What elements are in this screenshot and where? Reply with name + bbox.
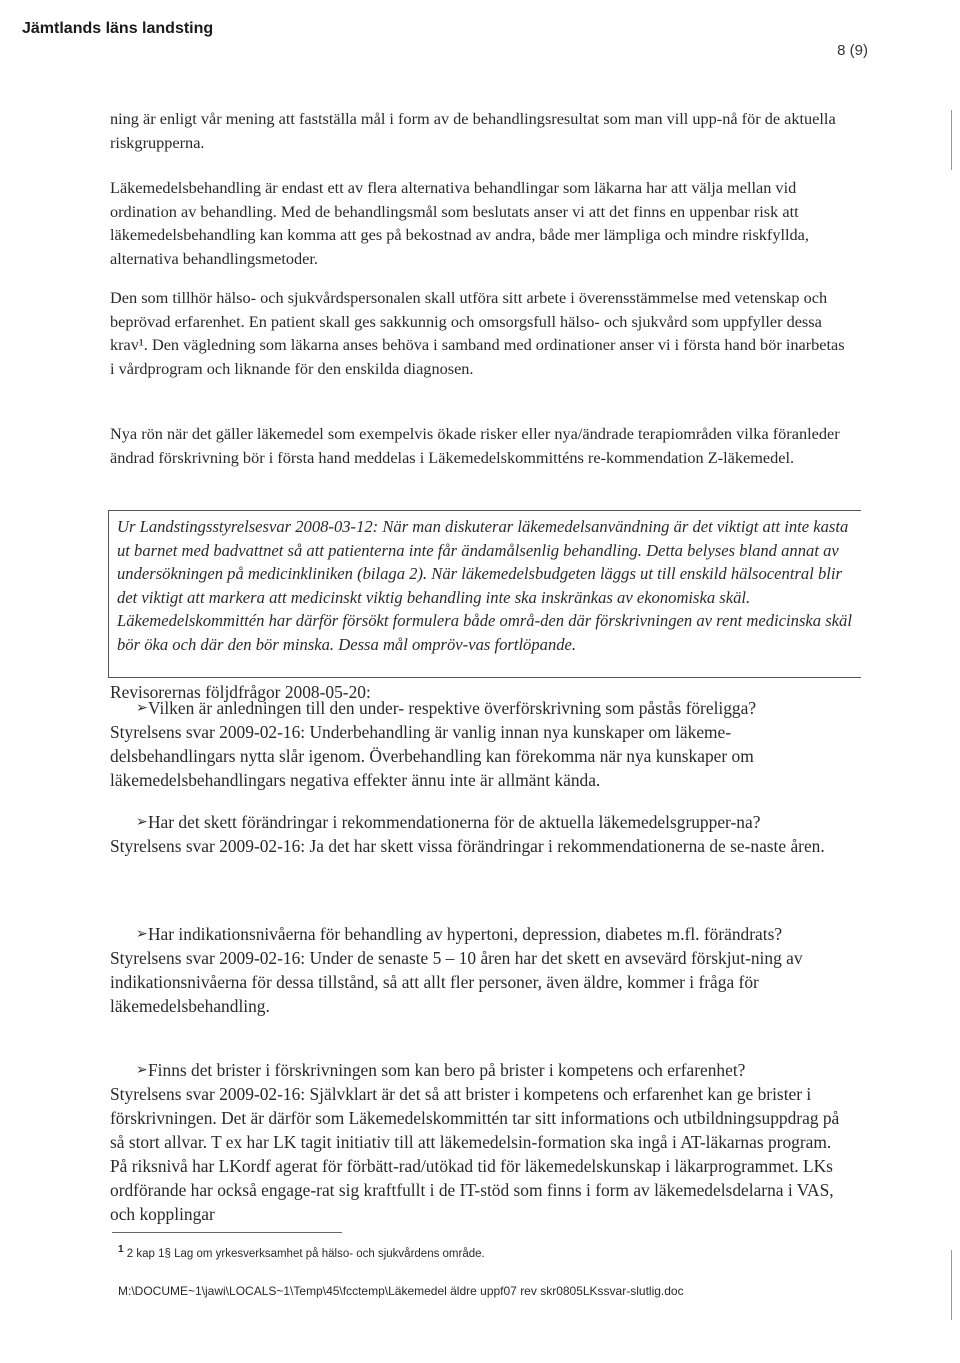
footnote-separator <box>112 1232 342 1233</box>
arrow-bullet-icon: ➢ <box>136 814 148 830</box>
question-3: ➢ Har indikationsnivåerna för behandling av hypertoni, depression, diabetes m.fl. förändrats? <box>136 924 783 944</box>
footnote-text: 2 kap 1§ Lag om yrkesverksamhet på hälso- och sjukvårdens område. <box>126 1247 485 1260</box>
footnote-marker: 1 <box>118 1244 124 1255</box>
paragraph-2: Läkemedelsbehandling är endast ett av flera alternativa behandlingar som läkarna har att välja mellan vid ordination av behandling. Med de behandlingsmål som beslutats anser vi att det finns en uppenbar risk att läkemedelsbehandling kan komma att ges på bekostnad av andra, både mer lämpliga och mindre riskfyllda, alternativa behandlingsmetoder. <box>110 178 809 268</box>
qa-block-1 <box>110 696 852 792</box>
answer-3: Styrelsens svar 2009-02-16: Under de senaste 5 – 10 åren har det skett en avsevärd förskjut-ning av indikationsnivåerna för dessa tillstånd, så att allt fler personer, även äldre, kommer i fråga för läkemedelsbehandling. <box>110 948 803 1016</box>
question-2: ➢ Har det skett förändringar i rekommendationerna för de aktuella läkemedelsgrupper-na? <box>136 812 761 832</box>
question-4: ➢ Finns det brister i förskrivningen som kan bero på brister i kompetens och erfarenhet? <box>136 1060 746 1080</box>
answer-2: Styrelsens svar 2009-02-16: Ja det har skett vissa förändringar i rekommendationerna de se-naste åren. <box>110 836 825 856</box>
answer-1: Styrelsens svar 2009-02-16: Underbehandling är vanlig innan nya kunskaper om läkeme-delsbehandlingars nytta slår igenom. Överbehandling kan förekomma när nya kunskaper om läkemedelsbehandlingars negativa effekter ännu inte är allmänt kända. <box>110 722 754 790</box>
quote-box <box>108 510 861 678</box>
paragraph-4: Nya rön när det gäller läkemedel som exempelvis ökade risker eller nya/ändrade terapiområden vilka föranleder ändrad förskrivning bör i första hand meddelas i Läkemedelskommitténs re-kommendation Z-läkemedel. <box>110 424 840 467</box>
answer-4: Styrelsens svar 2009-02-16: Självklart är det så att brister i kompetens och erfarenhet kan ge brister i förskrivningen. Det är därför som Läkemedelskommittén tar sitt informations och utbildningsuppdrag på så stort allvar. T ex har LK tagit initiativ till att läkemedelsin-formation ska ingå i AT-läkarnas program. På riksnivå har LKordf agerat för förbätt-rad/utökad tid för läkemedelskunskap i läkarprogrammet. LKs ordförande har också engage-rat sig kraftfullt i de IT-stöd som finns i form av läkemedelsdelarna i VAS, och kopplingar <box>110 1084 840 1224</box>
question-1: ➢ Vilken är anledningen till den under- respektive överförskrivning som påstås föreligga? <box>136 698 757 718</box>
paragraph-1: ning är enligt vår mening att fastställa mål i form av de behandlingsresultat som man vill upp-nå för de aktuella riskgrupperna. <box>110 109 836 152</box>
organization-name: Jämtlands läns landsting <box>22 20 214 37</box>
quote-text: Ur Landstingsstyrelsesvar 2008-03-12: När man diskuterar läkemedelsanvändning är det viktigt att inte kasta ut barnet med badvattnet så att patienterna inte får ändamålsenlig behandling. Detta belyses bland annat av undersökningen på medicinkliniken (bilaga 2). När läkemedelsbudgeten läggs ut till enskild hälsocentral blir det viktigt att markera att medicinskt viktig behandling inte ska inskränkas av ekonomiska skäl. Läkemedelskommittén har därför försökt formulera både områ-den där förskrivningen av rent medicinska skäl bör öka och där den bör minska. Dessa mål ompröv-vas fortlöpande. <box>117 517 852 654</box>
arrow-bullet-icon: ➢ <box>136 1062 148 1078</box>
file-path: M:\DOCUME~1\jawi\LOCALS~1\Temp\45\fcctemp\Läkemedel äldre uppf07 rev skr0805LKssvar-slutlig.doc <box>118 1284 684 1298</box>
scan-edge-mark <box>951 1250 952 1320</box>
paragraph-3: Den som tillhör hälso- och sjukvårdspersonalen skall utföra sitt arbete i överensstämmelse med vetenskap och beprövad erfarenhet. En patient skall ges sakkunnig och omsorgsfull hälso- och sjukvård som uppfyller dessa krav¹. Den vägledning som läkarna anses behöva i samband med ordinationer anser vi i första hand bör inarbetas i vårdprogram och liknande för den enskilda diagnosen. <box>110 288 845 378</box>
footnote <box>118 1244 485 1260</box>
arrow-bullet-icon: ➢ <box>136 926 148 942</box>
qa-block-3 <box>110 922 852 1018</box>
followup-heading: Revisorernas följdfrågor 2008-05-20: <box>110 682 371 702</box>
page-number: 8 (9) <box>837 42 868 59</box>
qa-block-2 <box>110 810 852 858</box>
arrow-bullet-icon: ➢ <box>136 700 148 716</box>
qa-block-4 <box>110 1058 852 1226</box>
scan-edge-mark <box>951 110 952 170</box>
